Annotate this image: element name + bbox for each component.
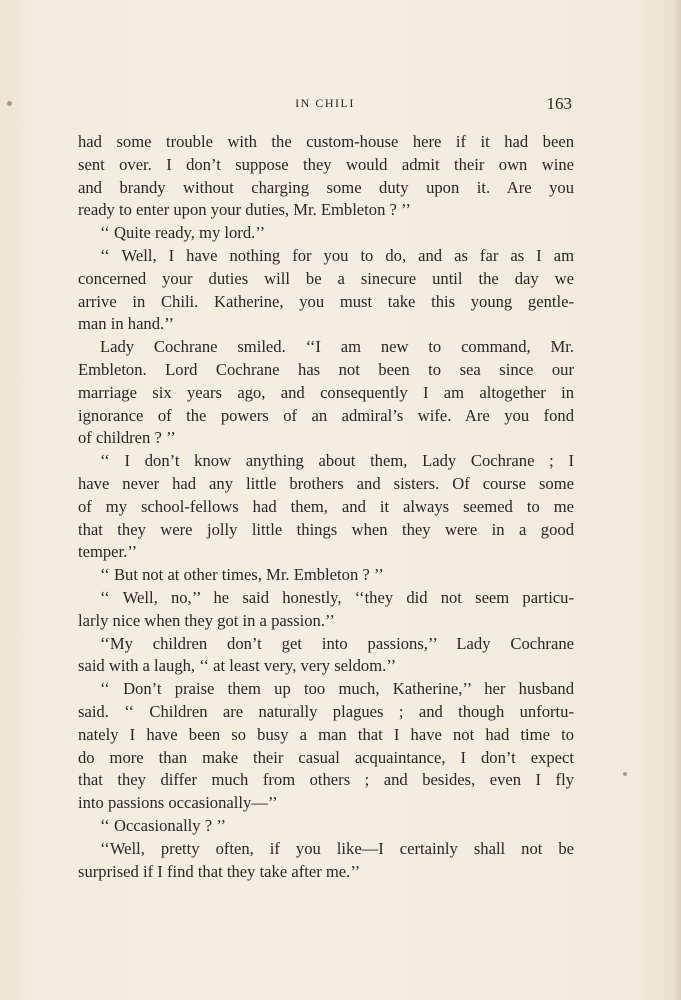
text-line: do more than make their casual acquaintance, I don’t expect: [78, 747, 574, 767]
text-line: ignorance of the powers of an admiral’s wife. Are you fond: [78, 405, 574, 425]
text-line: ready to enter upon your duties, Mr. Embleton ? ’’: [78, 200, 411, 220]
text-line: have never had any little brothers and sisters. Of course some: [78, 473, 574, 493]
paper-speck: [623, 772, 627, 776]
text-line: of children ? ’’: [78, 428, 176, 448]
text-line: into passions occasionally—’’: [78, 793, 278, 813]
page-header: [78, 94, 572, 118]
text-line: ‘‘ Don’t praise them up too much, Katherine,’’ her husband: [100, 679, 574, 699]
text-line: ‘‘Well, pretty often, if you like—I certainly shall not be: [100, 838, 574, 858]
text-line: ‘‘ Occasionally ? ’’: [100, 815, 227, 835]
page-edge-shadow: [673, 0, 681, 1000]
text-line: Embleton. Lord Cochrane has not been to sea since our: [78, 359, 574, 379]
text-line: marriage six years ago, and consequently I am altogether in: [78, 382, 574, 402]
text-line: ‘‘ Well, I have nothing for you to do, and as far as I am: [100, 245, 574, 265]
text-line: temper.’’: [78, 542, 138, 562]
text-line: ‘‘ Quite ready, my lord.’’: [100, 223, 266, 243]
text-line: ‘‘ But not at other times, Mr. Embleton ? ’’: [100, 565, 384, 585]
text-line: that they differ much from others ; and besides, even I fly: [78, 770, 574, 790]
text-line: concerned your duties will be a sinecure until the day we: [78, 268, 574, 288]
text-line: and brandy without charging some duty upon it. Are you: [78, 177, 574, 197]
body-text: [78, 131, 574, 883]
text-line: that they were jolly little things when they were in a good: [78, 519, 574, 539]
paper-speck: [7, 101, 12, 106]
text-line: arrive in Chili. Katherine, you must take this young gentle-: [78, 291, 574, 311]
text-line: nately I have been so busy a man that I have not had time to: [78, 724, 574, 744]
text-line: larly nice when they got in a passion.’’: [78, 610, 335, 630]
text-line: ‘‘ Well, no,’’ he said honestly, ‘‘they did not seem particu-: [100, 587, 574, 607]
text-line: said. ‘‘ Children are naturally plagues ; and though unfortu-: [78, 701, 574, 721]
page-number: 163: [546, 94, 572, 113]
running-head: IN CHILI: [295, 96, 355, 110]
text-line: had some trouble with the custom-house here if it had been: [78, 132, 574, 151]
text-line: ‘‘My children don’t get into passions,’’ Lady Cochrane: [100, 633, 574, 653]
text-line: surprised if I find that they take after me.’’: [78, 861, 361, 881]
text-line: said with a laugh, ‘‘ at least very, very seldom.’’: [78, 656, 397, 676]
text-line: Lady Cochrane smiled. ‘‘I am new to command, Mr.: [100, 337, 574, 357]
text-line: man in hand.’’: [78, 314, 174, 334]
text-line: sent over. I don’t suppose they would admit their own wine: [78, 154, 574, 174]
text-line: of my school-fellows had them, and it always seemed to me: [78, 496, 574, 516]
text-line: ‘‘ I don’t know anything about them, Lady Cochrane ; I: [100, 451, 574, 471]
